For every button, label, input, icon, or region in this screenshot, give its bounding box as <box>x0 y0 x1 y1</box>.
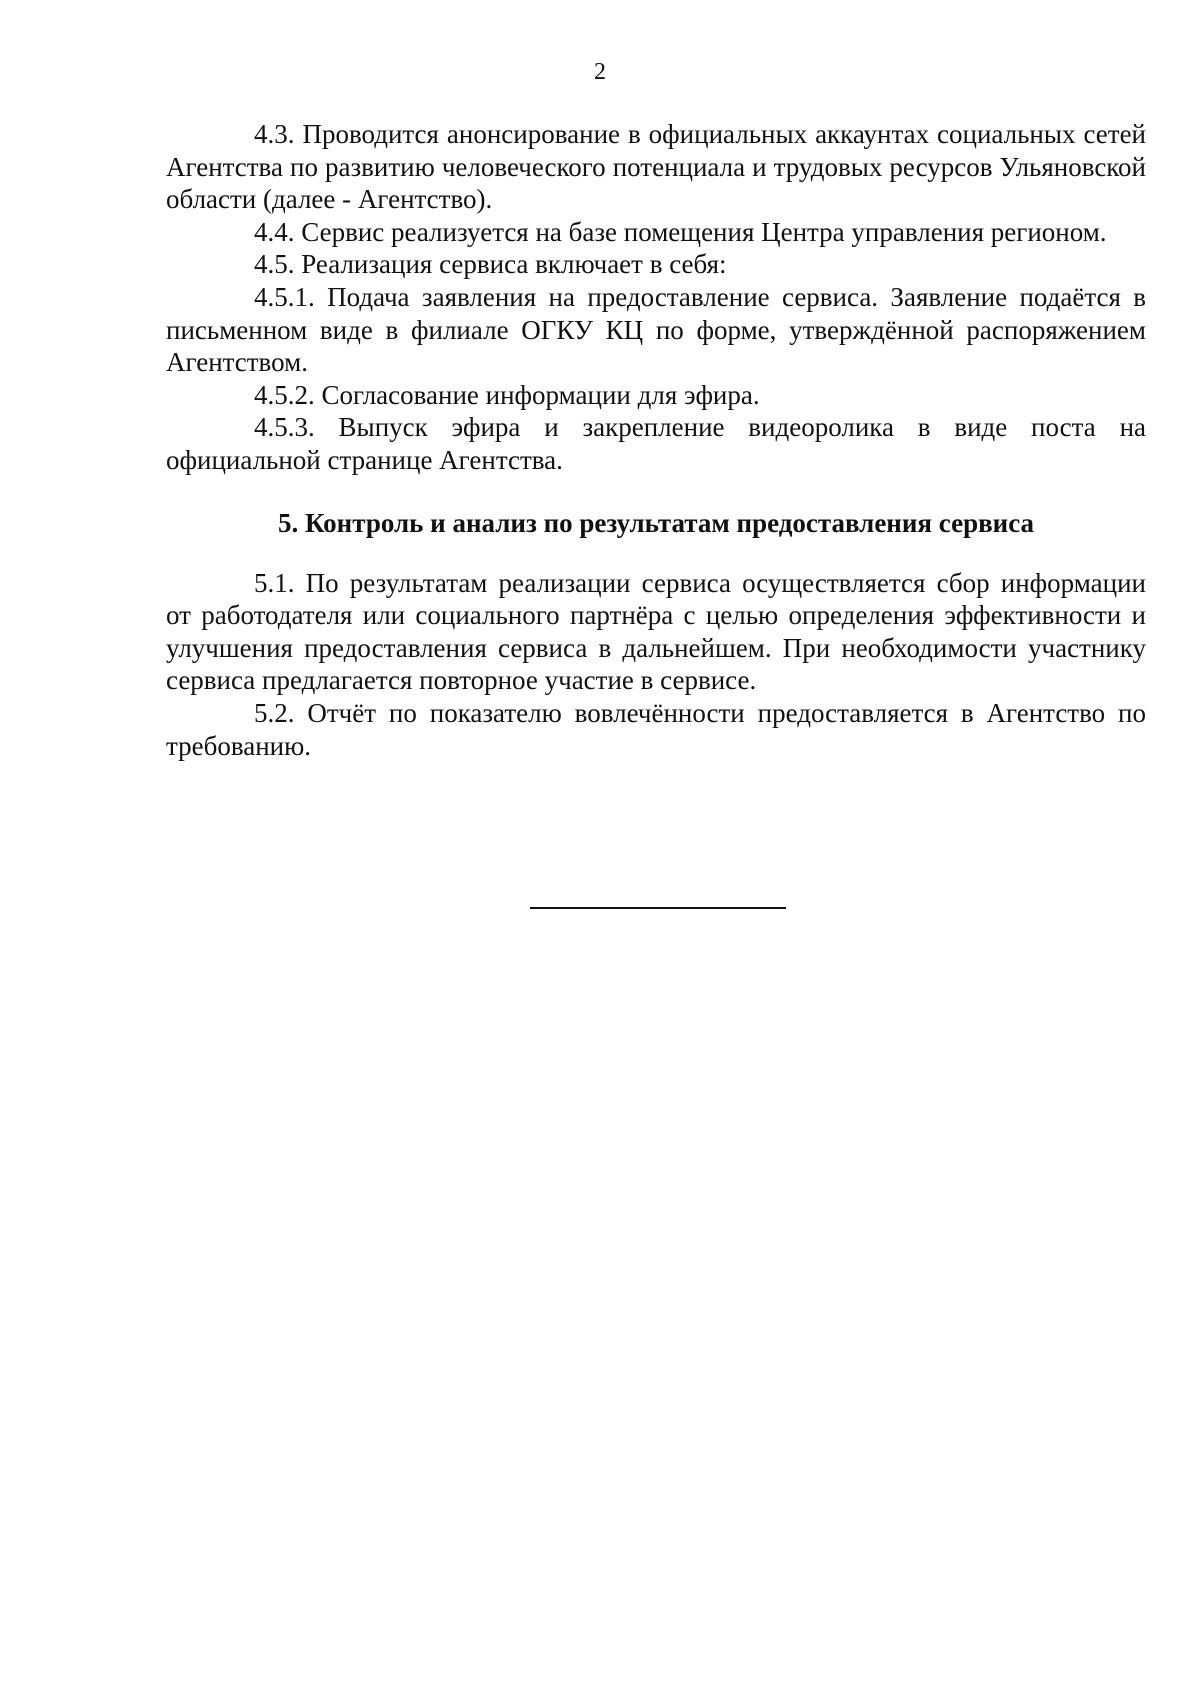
paragraph-4-5-1: 4.5.1. Подача заявления на предоставление сервиса. Заявление подаётся в письменном виде в филиале ОГКУ КЦ по форме, утверждённой распоряжением Агентством. <box>166 281 1146 378</box>
end-of-document-rule <box>530 907 786 909</box>
paragraph-4-5-2: 4.5.2. Согласование информации для эфира. <box>254 379 760 410</box>
section-5-heading: 5. Контроль и анализ по результатам предоставления сервиса <box>277 507 1035 538</box>
page-number: 2 <box>594 59 606 85</box>
paragraph-4-3: 4.3. Проводится анонсирование в официальных аккаунтах социальных сетей Агентства по развитию человеческого потенциала и трудовых ресурсов Ульяновской области (далее - Агентство). <box>166 119 1146 215</box>
paragraph-4-5: 4.5. Реализация сервиса включает в себя: <box>254 249 727 280</box>
paragraph-5-2: 5.2. Отчёт по показателю вовлечённости предоставляется в Агентство по требованию. <box>166 697 1146 761</box>
paragraph-4-4: 4.4. Сервис реализуется на базе помещения Центра управления регионом. <box>254 216 1107 247</box>
document-body <box>166 118 1146 762</box>
paragraph-4-5-3: 4.5.3. Выпуск эфира и закрепление видеоролика в виде поста на официальной странице Агентства. <box>166 412 1146 475</box>
paragraph-5-1: 5.1. По результатам реализации сервиса осуществляется сбор информации от работодателя или социального партнёра с целью определения эффективности и улучшения предоставления сервиса в дальнейшем. При необходимости участнику сервиса предлагается повторное участие в сервисе. <box>166 567 1146 696</box>
